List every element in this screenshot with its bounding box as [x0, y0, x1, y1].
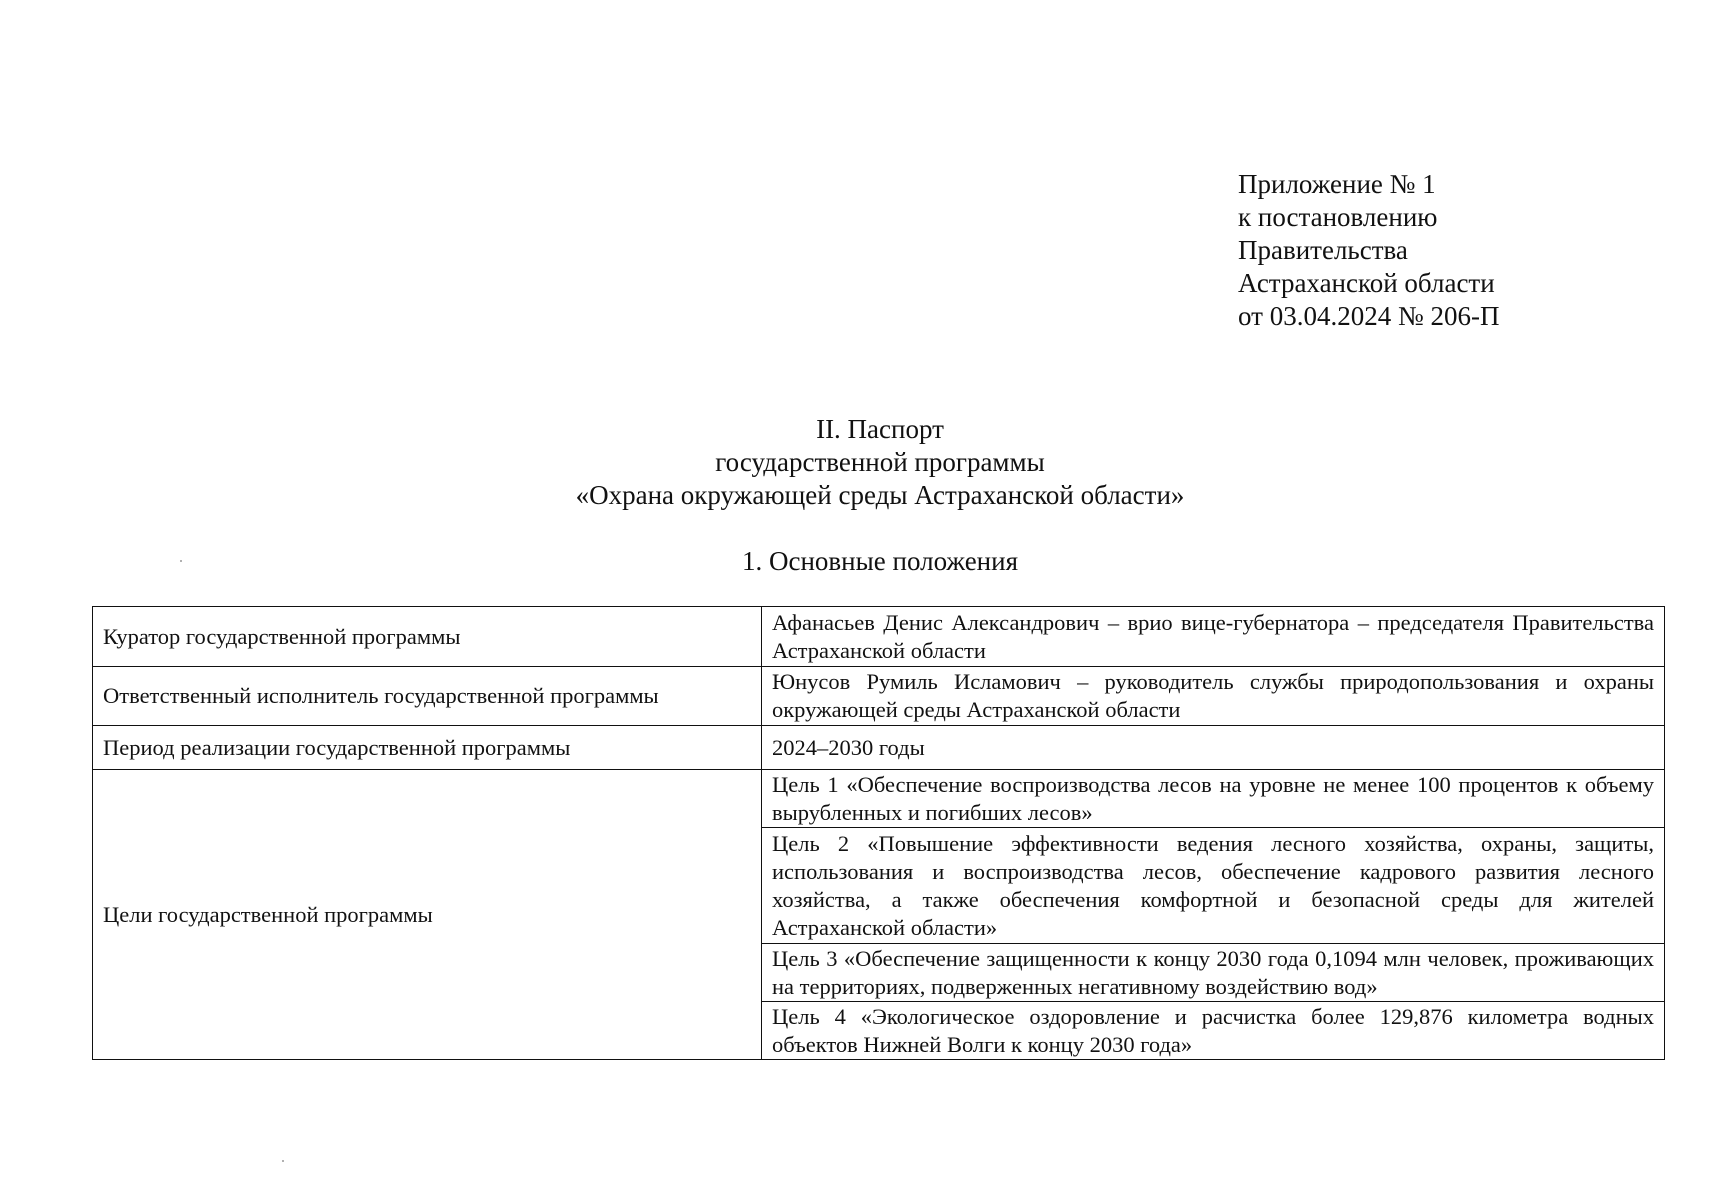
scan-speck	[180, 560, 182, 562]
appendix-reference	[1238, 168, 1499, 333]
goal-item: Цель 2 «Повышение эффективности ведения лесного хозяйства, охраны, защиты, использования и воспроизводства лесов, обеспечение кадрового развития лесного хозяйства, а также обеспечения комфортной и безопасной среды для жителей Астраханской области»	[762, 828, 1665, 944]
appendix-line: Астраханской области	[1238, 268, 1495, 298]
section-title	[0, 545, 1720, 578]
row-label-executor: Ответственный исполнитель государственной программы	[93, 667, 762, 726]
section-title-text: 1. Основные положения	[742, 546, 1018, 576]
heading-line-1: II. Паспорт	[816, 414, 944, 444]
appendix-line: от 03.04.2024 № 206-П	[1238, 301, 1500, 331]
appendix-line: Правительства	[1238, 235, 1408, 265]
scan-speck	[282, 1160, 284, 1162]
goal-item: Цель 1 «Обеспечение воспроизводства лесов на уровне не менее 100 процентов к объему вырубленных и погибших лесов»	[762, 770, 1665, 828]
passport-table	[92, 606, 1665, 1060]
table-row	[93, 770, 1665, 828]
row-label-goals: Цели государственной программы	[93, 770, 762, 1060]
appendix-line: Приложение № 1	[1238, 169, 1436, 199]
row-value-executor: Юнусов Румиль Исламович – руководитель службы природопользования и охраны окружающей среды Астраханской области	[762, 667, 1665, 726]
row-label-period: Период реализации государственной программы	[93, 726, 762, 770]
document-heading	[0, 413, 1720, 512]
row-value-curator: Афанасьев Денис Александрович – врио вице-губернатора – председателя Правительства Астраханской области	[762, 607, 1665, 667]
heading-line-3: «Охрана окружающей среды Астраханской области»	[575, 480, 1185, 510]
row-value-period: 2024–2030 годы	[762, 726, 1665, 770]
table-row	[93, 667, 1665, 726]
heading-line-2: государственной программы	[715, 447, 1045, 477]
table-row	[93, 607, 1665, 667]
row-label-curator: Куратор государственной программы	[93, 607, 762, 667]
table-row	[93, 726, 1665, 770]
appendix-line: к постановлению	[1238, 202, 1438, 232]
goal-item: Цель 4 «Экологическое оздоровление и расчистка более 129,876 километра водных объектов Нижней Волги к концу 2030 года»	[762, 1002, 1665, 1060]
goal-item: Цель 3 «Обеспечение защищенности к концу 2030 года 0,1094 млн человек, проживающих на территориях, подверженных негативному воздействию вод»	[762, 944, 1665, 1002]
